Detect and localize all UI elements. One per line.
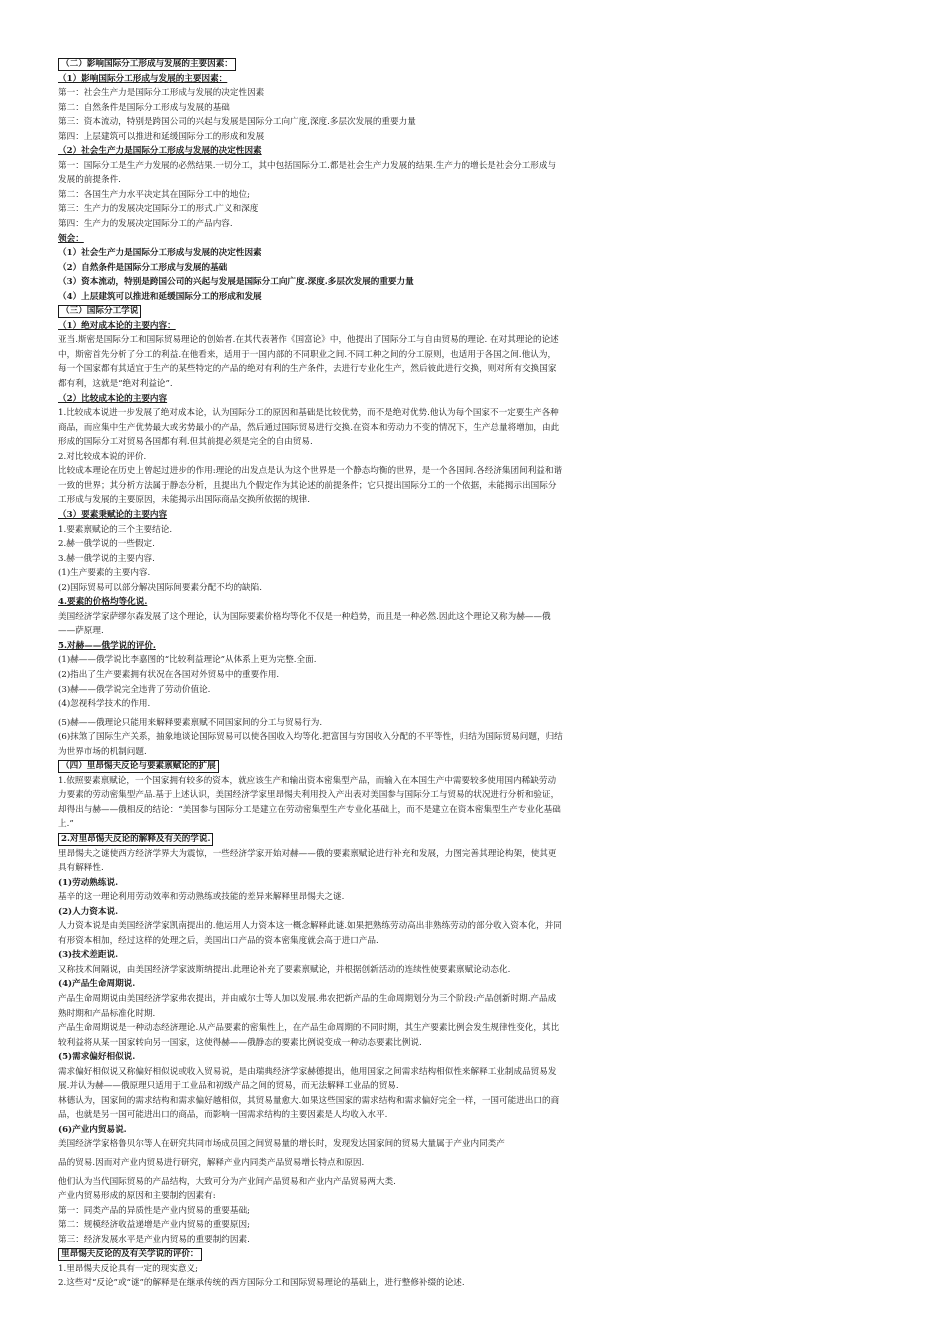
paragraph: 1.里昂惕夫反论具有一定的现实意义; xyxy=(58,1263,199,1274)
paragraph: (2)指出了生产要素拥有状况在各国对外贸易中的重要作用. xyxy=(58,669,280,680)
paragraph: 产品生命周期说由美国经济学家弗农提出，并由威尔士等人加以发展.弗农把新产品的生命周期划分为三个阶段:产品创新时期.产品成熟时期和产品标准化时期. xyxy=(58,994,557,1019)
section-heading xyxy=(58,759,564,774)
subheading: （2）比较成本论的主要内容 xyxy=(58,393,168,404)
subheading: （1）绝对成本论的主要内容： xyxy=(58,320,176,331)
paragraph: 品的贸易.因而对产业内贸易进行研究，解释产业内同类产品贸易增长特点和原因. xyxy=(58,1158,365,1169)
subheading: 领会： xyxy=(58,233,84,244)
bold-line: (2)人力资本说. xyxy=(58,906,119,917)
section-heading xyxy=(58,57,564,72)
paragraph: (5)赫——俄理论只能用来解释要素禀赋不同国家间的分工与贸易行为. xyxy=(58,717,323,728)
subheading: （1）影响国际分工形成与发展的主要因素： xyxy=(58,73,228,84)
paragraph: 第三：经济发展水平是产业内贸易的重要制约因素. xyxy=(58,1234,250,1245)
paragraph: 美国经济学家格鲁贝尔等人在研究共同市场成员国之间贸易量的增长时，发现发达国家间的贸易大量属于产业内同类产 xyxy=(58,1139,505,1150)
paragraph: 亚当.斯密是国际分工和国际贸易理论的创始者.在其代表著作《国富论》中，他提出了国际分工与自由贸易的理论. 在对其理论的论述中，斯密首先分析了分工的利益.在他看来，适用于一国内部的不同职业之间.不同工种之间的分工原则，也适用于各国之间.他认为，每一个国家都有其适宜于生产的某些特定的产品的绝对有利的生产条件，去进行专业化生产，然后彼此进行交换，则对所有交换国家都有利，这就是“绝对利益论”. xyxy=(58,335,559,390)
paragraph: 需求偏好相似说又称偏好相似说或收入贸易说，是由瑞典经济学家赫德提出，他用国家之间需求结构相似性来解释工业制成品贸易发展.并认为赫——俄原理只适用于工业品和初级产品之间的贸易，而无法解释工业品的贸易. xyxy=(58,1066,557,1092)
paragraph: 3.赫一俄学说的主要内容. xyxy=(58,553,155,564)
bold-line: (1)劳动熟练说. xyxy=(58,877,119,888)
paragraph: (6)抹煞了国际生产关系，抽象地谈论国际贸易可以使各国收入均等化.把富国与穷国收入分配的不平等性，归结为国际贸易问题，归结为世界市场的机制问题. xyxy=(58,732,563,757)
document-body xyxy=(58,57,564,1291)
paragraph: 2.对比较成本说的评价. xyxy=(58,451,147,462)
paragraph: 第二：各国生产力水平决定其在国际分工中的地位; xyxy=(58,189,250,200)
subheading: 4.要素的价格均等化说. xyxy=(58,597,148,608)
section-heading xyxy=(58,1247,564,1262)
paragraph: 1.依照要素禀赋论，一个国家拥有较多的资本，就应该生产和输出资本密集型产品，而输入在本国生产中需要较多使用国内稀缺劳动力要素的劳动密集型产品.基于上述认识，美国经济学家里昂惕夫利用投入产出表对美国参与国际分工与贸易的状况进行分析和验证，却得出与赫——俄相反的结论：“美国参与国际分工是建立在劳动密集型生产专业化基础上，而不是建立在资本密集型生产专业化基础上.” xyxy=(58,775,561,830)
bold-line: （2）自然条件是国际分工形成与发展的基础 xyxy=(58,262,228,273)
paragraph: 第三：生产力的发展决定国际分工的形式.广义和深度 xyxy=(58,204,259,215)
section-heading-text: 里昂惕夫反论的及有关学说的评价： xyxy=(58,1248,202,1261)
paragraph: 第一：同类产品的异质性是产业内贸易的重要基础; xyxy=(58,1205,250,1216)
paragraph: 产业内贸易形成的原因和主要制约因素有: xyxy=(58,1191,216,1202)
section-heading-text: 2.对里昂惕夫反论的解释及有关的学说. xyxy=(58,833,213,846)
section-heading xyxy=(58,832,564,847)
paragraph: 2.赫一俄学说的一些假定. xyxy=(58,539,155,550)
paragraph: (1)生产要素的主要内容. xyxy=(58,568,151,579)
section-heading xyxy=(58,304,564,319)
bold-line: (3)技术差距说. xyxy=(58,950,119,961)
paragraph: (1)赫——俄学说比李嘉图的“比较利益理论”从体系上更为完整.全面. xyxy=(58,655,317,666)
paragraph: (2)国际贸易可以部分解决国际间要素分配不均的缺陷. xyxy=(58,582,262,593)
section-heading-text: （三）国际分工学说 xyxy=(58,305,141,318)
bold-line: （4）上层建筑可以推进和延缓国际分工的形成和发展 xyxy=(58,291,262,302)
section-heading-text: （二）影响国际分工形成与发展的主要因素： xyxy=(58,58,236,71)
paragraph: 第二：规模经济收益递增是产业内贸易的重要原因; xyxy=(58,1220,250,1231)
paragraph: 产品生命周期说是一种动态经济理论.从产品要素的密集性上，在产品生命周期的不同时期，其生产要素比例会发生规律性变化，其比较利益将从某一国家转向另一国家，这使得赫——俄静态的要素比例说变成一种动态要素比例说. xyxy=(58,1023,560,1048)
subheading: （3）要素秉赋论的主要内容 xyxy=(58,509,168,520)
paragraph: 第四：生产力的发展决定国际分工的产品内容. xyxy=(58,219,233,230)
bold-line: (6)产业内贸易说. xyxy=(58,1124,127,1135)
paragraph: 2.这些对“反论”或“谜”的解释是在继承传统的西方国际分工和国际贸易理论的基础上，进行整修补缀的论述. xyxy=(58,1278,465,1289)
paragraph: 第二：自然条件是国际分工形成与发展的基础 xyxy=(58,102,230,113)
subheading: （2）社会生产力是国际分工形成与发展的决定性因素 xyxy=(58,146,262,157)
paragraph: 美国经济学家萨缪尔森发展了这个理论，认为国际要素价格均等化不仅是一种趋势，而且是一种必然.因此这个理论又称为赫——俄——萨原理. xyxy=(58,611,551,637)
paragraph: (3)赫——俄学说完全违背了劳动价值论. xyxy=(58,684,211,695)
paragraph: 林德认为，国家间的需求结构和需求偏好越相似，其贸易量愈大.如果这些国家的需求结构和需求偏好完全一样，一国可能进出口的商品，也就是另一国可能进出口的商品，而影响一国需求结构的主要因素是人均收入水平. xyxy=(58,1095,560,1121)
bold-line: （1）社会生产力是国际分工形成与发展的决定性因素 xyxy=(58,248,262,259)
paragraph: 第三：资本流动，特别是跨国公司的兴起与发展是国际分工向广度,深度.多层次发展的重要力量 xyxy=(58,117,416,128)
paragraph: 基辛的这一理论利用劳动效率和劳动熟练或技能的差异来解释里昂惕夫之谜. xyxy=(58,892,345,903)
bold-line: (4)产品生命周期说. xyxy=(58,979,136,990)
paragraph: 第一：国际分工是生产力发展的必然结果.一切分工，其中包括国际分工.都是社会生产力发展的结果.生产力的增长是社会分工形成与发展的前提条件. xyxy=(58,160,557,186)
paragraph: 又称技术间隔说，由美国经济学家波斯纳提出.此理论补充了要素禀赋论，并根据创新活动的连续性使要素禀赋论动态化. xyxy=(58,964,511,975)
paragraph: 比较成本理论在历史上曾起过进步的作用:理论的出发点是认为这个世界是一个静态均衡的世界，是一个各国间.各经济集团间利益和谐一致的世界；其分析方法属于静态分析，且提出九个假定作为其论述的前提条件；它只提出国际分工的一个依据，未能揭示出国际分工形成与发展的主要原因，未能揭示出国际商品交换所依据的规律. xyxy=(58,466,563,506)
section-heading-text: （四）里昂惕夫反论与要素禀赋论的扩展 xyxy=(58,760,219,773)
paragraph: 他们认为当代国际贸易的产品结构，大致可分为产业间产品贸易和产业内产品贸易两大类. xyxy=(58,1176,396,1187)
paragraph: 里昂惕夫之谜使西方经济学界大为震惊，一些经济学家开始对赫——俄的要素禀赋论进行补充和发展，力图完善其理论构架，使其更具有解释性. xyxy=(58,848,557,874)
subheading: 5.对赫——俄学说的评价. xyxy=(58,640,156,651)
paragraph: 1.要素禀赋论的三个主要结论. xyxy=(58,524,173,535)
paragraph: 第一：社会生产力是国际分工形成与发展的决定性因素 xyxy=(58,88,265,99)
bold-line: (5)需求偏好相似说. xyxy=(58,1052,136,1063)
paragraph: 人力资本说是由美国经济学家凯南提出的.他运用人力资本这一概念解释此谜.如果把熟练劳动高出非熟练劳动的部分收入资本化，并同有形资本相加，经过这样的处理之后，美国出口产品的资本密集度就会高于进口产品. xyxy=(58,921,562,946)
paragraph: (4)忽视科学技术的作用. xyxy=(58,699,151,710)
bold-line: （3）资本流动，特别是跨国公司的兴起与发展是国际分工向广度.深度.多层次发展的重要力量 xyxy=(58,277,414,288)
paragraph: 第四：上层建筑可以推进和延缓国际分工的形成和发展 xyxy=(58,131,265,142)
paragraph: 1.比较成本说进一步发展了绝对成本论，认为国际分工的原因和基础是比较优势，而不是绝对优势.他认为每个国家不一定要生产各种商品，而应集中生产优势最大或劣势最小的产品，然后通过国际贸易进行交换.在资本和劳动力不变的情况下，生产总量将增加，由此形成的国际分工对贸易各国都有利.但其前提必须是完全的自由贸易. xyxy=(58,408,560,448)
